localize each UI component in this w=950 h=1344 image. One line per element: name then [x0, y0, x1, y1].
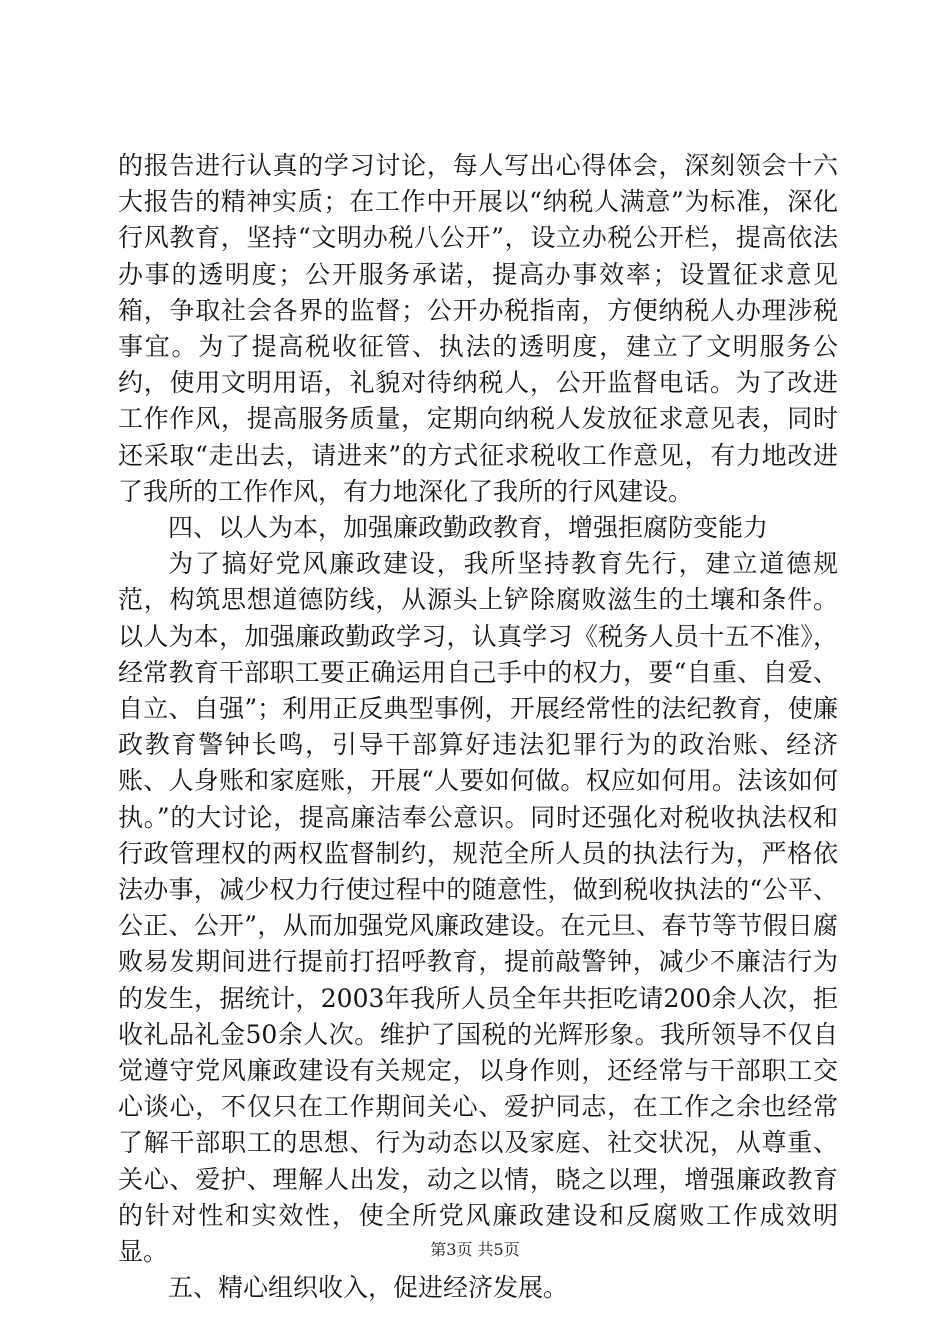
section-heading-4: 四、以人为本，加强廉政勤政教育，增强拒腐防变能力: [168, 513, 769, 543]
section-heading-5: 五、精心组织收入，促进经济发展。: [168, 1273, 569, 1303]
paragraph-continuation: 的报告进行认真的学习讨论，每人写出心得体会，深刻领会十六大报告的精神实质；在工作中开展以“纳税人满意”为标准，深化行风教育，坚持“文明办税八公开”，设立办税公开栏，提高依法办事的透明度；公开服务承诺，提高办事效率；设置征求意见箱，争取社会各界的监督；公开办税指南，方便纳税人办理涉税事宜。为了提高税收征管、执法的透明度，建立了文明服务公约，使用文明用语，礼貌对待纳税人，公开监督电话。为了改进工作作风，提高服务质量，定期向纳税人发放征求意见表，同时还采取“走出去，请进来”的方式征求税收工作意见，有力地改进了我所的工作作风，有力地深化了我所的行风建设。: [118, 151, 838, 506]
paragraph-section-4-body: 为了搞好党风廉政建设，我所坚持教育先行，建立道德规范，构筑思想道德防线，从源头上铲除腐败滋生的土壤和条件。以人为本，加强廉政勤政学习，认真学习《税务人员十五不准》，经常教育干部职工要正确运用自己手中的权力，要“自重、自爱、自立、自强”；利用正反典型事例，开展经常性的法纪教育，使廉政教育警钟长鸣，引导干部算好违法犯罪行为的政治账、经济账、人身账和家庭账，开展“人要如何做。权应如何用。法该如何执。”的大讨论，提高廉洁奉公意识。同时还强化对税收执法权和行政管理权的两权监督制约，规范全所人员的执法行为，严格依法办事，减少权力行使过程中的随意性，做到税收执法的“公平、公正、公开”，从而加强党风廉政建设。在元旦、春节等节假日腐败易发期间进行提前打招呼教育，提前敲警钟，减少不廉洁行为的发生，据统计，2003年我所人员全年共拒吃请200余人次，拒收礼品礼金50余人次。维护了国税的光辉形象。我所领导不仅自觉遵守党风廉政建设有关规定，以身作则，还经常与干部职工交心谈心，不仅只在工作期间关心、爱护同志，在工作之余也经常了解干部职工的思想、行为动态以及家庭、社交状况，从尊重、关心、爱护、理解人出发，动之以情，晓之以理，增强廉政教育的针对性和实效性，使全所党风廉政建设和反腐败工作成效明显。: [118, 549, 838, 1267]
page-footer: 第3页 共5页: [430, 1240, 520, 1259]
document-body: [118, 148, 838, 1307]
